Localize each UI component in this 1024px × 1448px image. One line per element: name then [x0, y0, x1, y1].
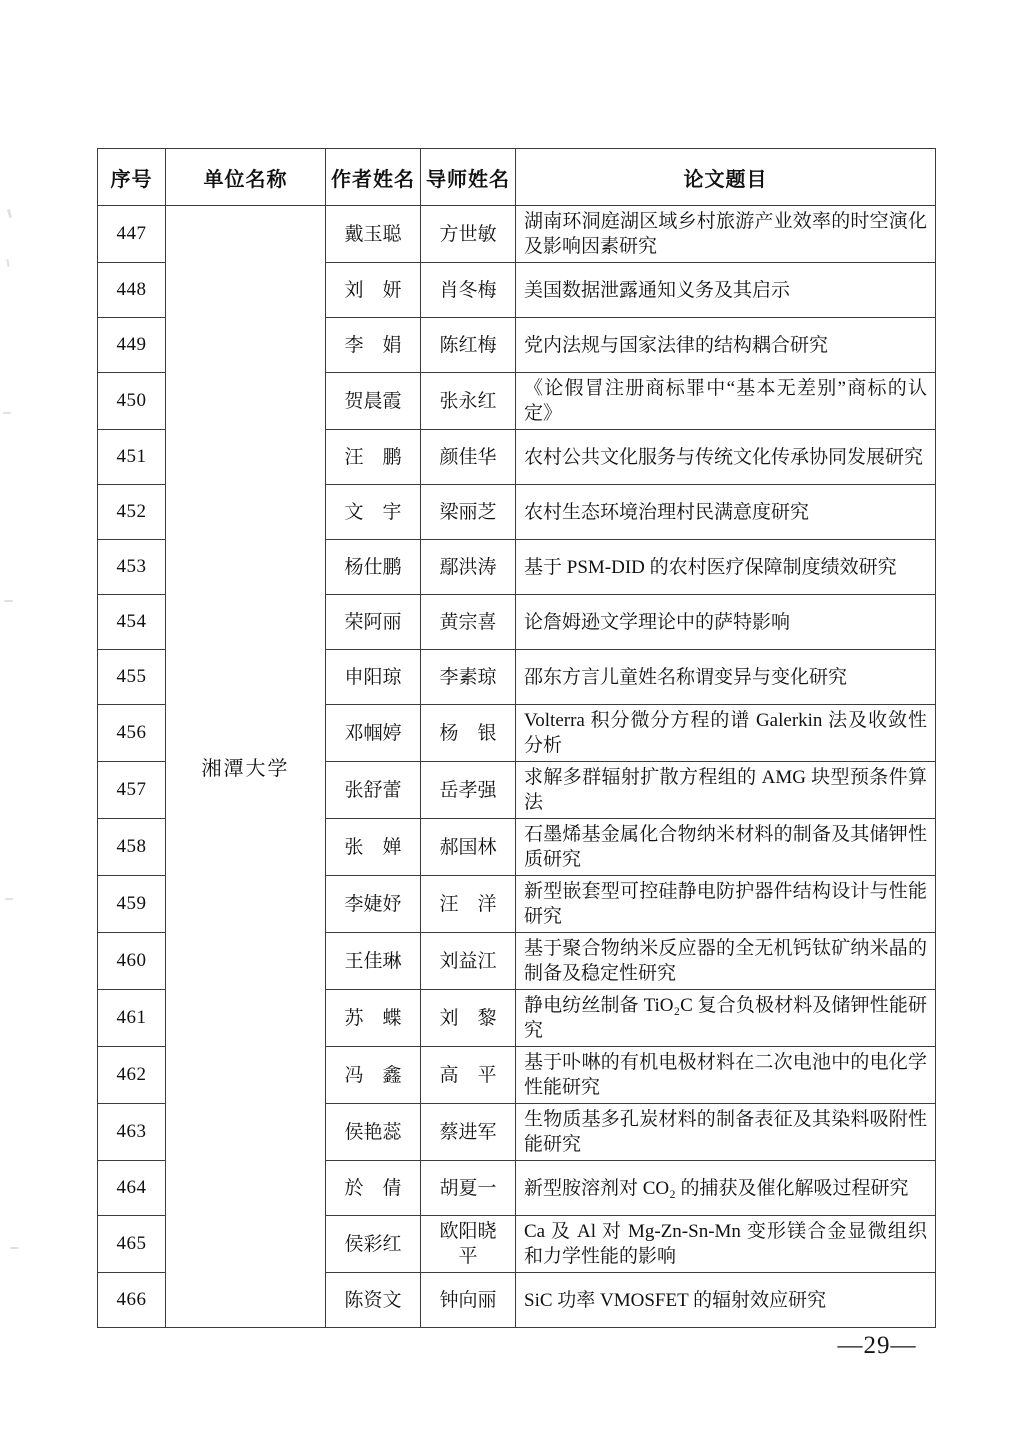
- advisor-name-cell: 汪 洋: [421, 876, 516, 933]
- serial-number-cell: 463: [98, 1104, 166, 1161]
- table-row: [98, 206, 936, 263]
- advisor-name-cell: 郝国林: [421, 819, 516, 876]
- author-name-cell: 贺晨霞: [326, 373, 421, 430]
- advisor-name-cell: 张永红: [421, 373, 516, 430]
- header-unit-name: 单位名称: [166, 149, 326, 206]
- advisor-name-cell: 梁丽芝: [421, 485, 516, 540]
- advisor-name-cell: 肖冬梅: [421, 263, 516, 318]
- thesis-title-cell: 基于聚合物纳米反应器的全无机钙钛矿纳米晶的制备及稳定性研究: [516, 933, 936, 990]
- thesis-title-cell: 美国数据泄露通知义务及其启示: [516, 263, 936, 318]
- serial-number-cell: 454: [98, 595, 166, 650]
- advisor-name-cell: 岳孝强: [421, 762, 516, 819]
- thesis-title-cell: 论詹姆逊文学理论中的萨特影响: [516, 595, 936, 650]
- thesis-title-cell: Ca 及 Al 对 Mg-Zn-Sn-Mn 变形镁合金显微组织和力学性能的影响: [516, 1216, 936, 1273]
- advisor-name-cell: 欧阳晓平: [421, 1216, 516, 1273]
- author-name-cell: 刘 妍: [326, 263, 421, 318]
- scan-artifact: [4, 600, 13, 602]
- serial-number-cell: 461: [98, 990, 166, 1047]
- serial-number-cell: 459: [98, 876, 166, 933]
- author-name-cell: 张 婵: [326, 819, 421, 876]
- serial-number-cell: 464: [98, 1161, 166, 1216]
- thesis-title-cell: 农村生态环境治理村民满意度研究: [516, 485, 936, 540]
- serial-number-cell: 448: [98, 263, 166, 318]
- author-name-cell: 邓帼婷: [326, 705, 421, 762]
- thesis-title-cell: 党内法规与国家法律的结构耦合研究: [516, 318, 936, 373]
- scan-artifact: [10, 1247, 19, 1249]
- author-name-cell: 杨仕鹏: [326, 540, 421, 595]
- serial-number-cell: 450: [98, 373, 166, 430]
- scan-artifact: [6, 259, 9, 267]
- serial-number-cell: 449: [98, 318, 166, 373]
- advisor-name-cell: 胡夏一: [421, 1161, 516, 1216]
- author-name-cell: 於 倩: [326, 1161, 421, 1216]
- serial-number-cell: 456: [98, 705, 166, 762]
- header-thesis-title: 论文题目: [516, 149, 936, 206]
- author-name-cell: 王佳琳: [326, 933, 421, 990]
- thesis-title-cell: 生物质基多孔炭材料的制备表征及其染料吸附性能研究: [516, 1104, 936, 1161]
- thesis-title-cell: 石墨烯基金属化合物纳米材料的制备及其储钾性质研究: [516, 819, 936, 876]
- unit-name-cell: 湘潭大学: [166, 206, 326, 1328]
- author-name-cell: 戴玉聪: [326, 206, 421, 263]
- header-advisor-name: 导师姓名: [421, 149, 516, 206]
- author-name-cell: 李 娟: [326, 318, 421, 373]
- page-number: —29—: [837, 1332, 917, 1359]
- table-body: [98, 206, 936, 1328]
- serial-number-cell: 453: [98, 540, 166, 595]
- serial-number-cell: 465: [98, 1216, 166, 1273]
- thesis-table: [97, 148, 936, 1328]
- thesis-title-cell: 农村公共文化服务与传统文化传承协同发展研究: [516, 430, 936, 485]
- serial-number-cell: 462: [98, 1047, 166, 1104]
- author-name-cell: 侯彩红: [326, 1216, 421, 1273]
- scan-artifact: [5, 898, 13, 900]
- author-name-cell: 李婕妤: [326, 876, 421, 933]
- serial-number-cell: 451: [98, 430, 166, 485]
- thesis-title-cell: 新型嵌套型可控硅静电防护器件结构设计与性能研究: [516, 876, 936, 933]
- thesis-title-cell: SiC 功率 VMOSFET 的辐射效应研究: [516, 1273, 936, 1328]
- advisor-name-cell: 刘益江: [421, 933, 516, 990]
- author-name-cell: 汪 鹏: [326, 430, 421, 485]
- thesis-title-cell: 新型胺溶剂对 CO₂ 的捕获及催化解吸过程研究: [516, 1161, 936, 1216]
- scan-artifact: [7, 209, 12, 218]
- author-name-cell: 苏 蝶: [326, 990, 421, 1047]
- thesis-title-cell: 邵东方言儿童姓名称谓变异与变化研究: [516, 650, 936, 705]
- header-row: [98, 149, 936, 206]
- author-name-cell: 冯 鑫: [326, 1047, 421, 1104]
- author-name-cell: 文 宇: [326, 485, 421, 540]
- serial-number-cell: 458: [98, 819, 166, 876]
- header-author-name: 作者姓名: [326, 149, 421, 206]
- thesis-title-cell: 基于卟啉的有机电极材料在二次电池中的电化学性能研究: [516, 1047, 936, 1104]
- thesis-title-cell: 《论假冒注册商标罪中“基本无差别”商标的认定》: [516, 373, 936, 430]
- author-name-cell: 申阳琼: [326, 650, 421, 705]
- author-name-cell: 侯艳蕊: [326, 1104, 421, 1161]
- thesis-title-cell: 静电纺丝制备 TiO₂C 复合负极材料及储钾性能研究: [516, 990, 936, 1047]
- advisor-name-cell: 刘 黎: [421, 990, 516, 1047]
- thesis-title-cell: 求解多群辐射扩散方程组的 AMG 块型预条件算法: [516, 762, 936, 819]
- advisor-name-cell: 杨 银: [421, 705, 516, 762]
- scan-artifact: [3, 412, 11, 414]
- author-name-cell: 张舒蕾: [326, 762, 421, 819]
- serial-number-cell: 466: [98, 1273, 166, 1328]
- serial-number-cell: 452: [98, 485, 166, 540]
- header-serial-number: 序号: [98, 149, 166, 206]
- thesis-title-cell: 基于 PSM-DID 的农村医疗保障制度绩效研究: [516, 540, 936, 595]
- serial-number-cell: 460: [98, 933, 166, 990]
- thesis-title-cell: 湖南环洞庭湖区域乡村旅游产业效率的时空演化及影响因素研究: [516, 206, 936, 263]
- advisor-name-cell: 李素琼: [421, 650, 516, 705]
- advisor-name-cell: 黄宗喜: [421, 595, 516, 650]
- author-name-cell: 陈资文: [326, 1273, 421, 1328]
- table-header: [98, 149, 936, 206]
- author-name-cell: 荣阿丽: [326, 595, 421, 650]
- serial-number-cell: 447: [98, 206, 166, 263]
- advisor-name-cell: 钟向丽: [421, 1273, 516, 1328]
- advisor-name-cell: 方世敏: [421, 206, 516, 263]
- advisor-name-cell: 鄢洪涛: [421, 540, 516, 595]
- serial-number-cell: 455: [98, 650, 166, 705]
- advisor-name-cell: 颜佳华: [421, 430, 516, 485]
- serial-number-cell: 457: [98, 762, 166, 819]
- advisor-name-cell: 蔡进军: [421, 1104, 516, 1161]
- thesis-title-cell: Volterra 积分微分方程的谱 Galerkin 法及收敛性分析: [516, 705, 936, 762]
- advisor-name-cell: 陈红梅: [421, 318, 516, 373]
- advisor-name-cell: 高 平: [421, 1047, 516, 1104]
